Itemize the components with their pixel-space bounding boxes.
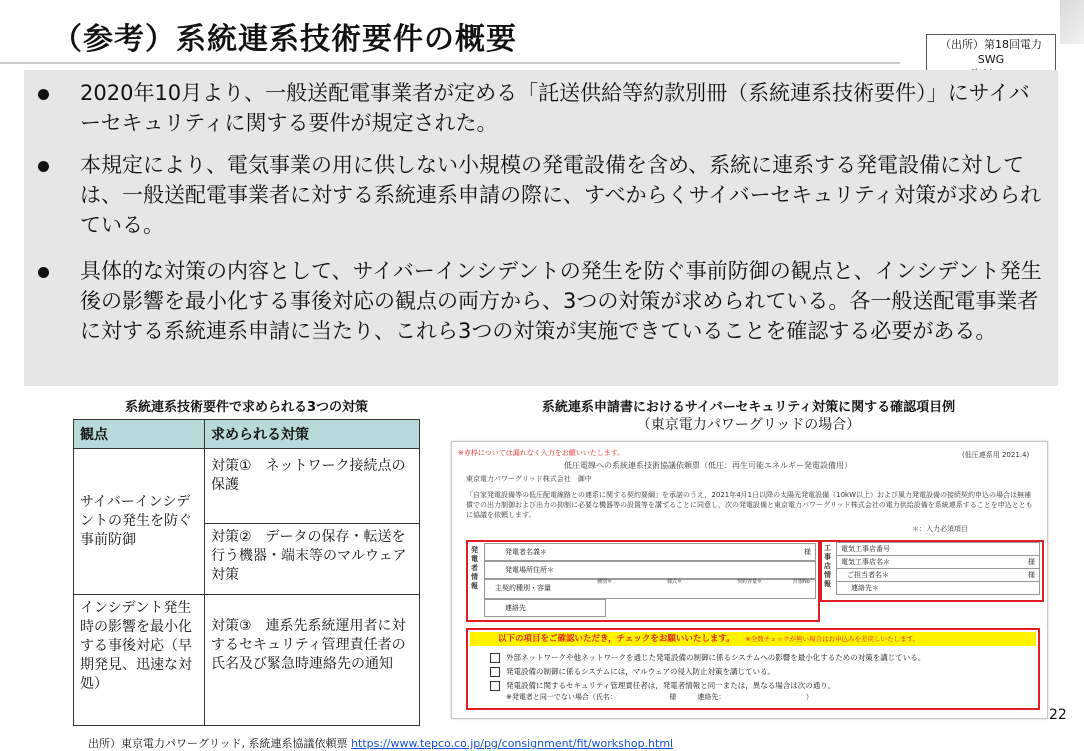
page-title: （参考）系統連系技術要件の概要 xyxy=(52,22,517,57)
form-row xyxy=(484,543,816,561)
checklist-subtext: ※発電者と同一でない場合（氏名： 様 連絡先： ） xyxy=(506,693,813,701)
form-note-top: ※赤枠については漏れなく入力をお願いいたします。 xyxy=(458,449,625,457)
sub-col-label: 様式＊ xyxy=(667,579,683,585)
bullet-item xyxy=(38,150,1048,240)
col-header-measures: 求められる対策 xyxy=(205,420,420,449)
sub-col-label: 種別＊ xyxy=(597,579,613,585)
bullet-text: 本規定により、電気事業の用に供しない小規模の発電設備を含め、系統に連系する発電設備に対しては、一般送配電事業者に対する系統連系申請の際に、すべからくサイバーセキュリティ対策が求められている。 xyxy=(80,153,1042,237)
table-row xyxy=(74,595,420,726)
confirm-heading-bar xyxy=(470,632,1036,646)
table-header-row xyxy=(74,420,420,449)
form-number: (低圧連系用 2021.4) xyxy=(962,451,1030,459)
right-panel-subcaption: （東京電力パワーグリッドの場合） xyxy=(636,417,861,433)
bullets-panel xyxy=(24,70,1058,386)
form-row xyxy=(836,542,1040,556)
table-row xyxy=(74,449,420,524)
sub-col-label: 契約容量＊ xyxy=(737,579,763,585)
checklist-item xyxy=(490,666,775,677)
field-label: 主契約種別・容量 xyxy=(495,584,551,592)
field-label: ご担当者名＊ xyxy=(847,571,889,579)
field-label: 電気工事店番号 xyxy=(841,545,890,553)
form-row xyxy=(484,599,606,617)
bullet-text: 具体的な対策の内容として、サイバーインシデントの発生を防ぐ事前防御の観点と、インシデント発生後の影響を最小化する事後対応の観点の両方から、3つの対策が求められている。各一般送配電事業者に対する系統連系申請に当たり、これら3つの対策が実施できていることを確認する必要がある。 xyxy=(80,259,1042,343)
form-row xyxy=(836,581,1040,595)
checkbox[interactable] xyxy=(490,681,500,691)
application-form-image xyxy=(451,441,1048,719)
form-row xyxy=(484,579,816,599)
viewpoint-cell: サイバーインシデントの発生を防ぐ事前防御 xyxy=(74,449,205,595)
contractor-side-label: 工事店情報 xyxy=(824,544,831,588)
footer-source xyxy=(88,735,673,751)
form-row xyxy=(836,568,1040,582)
measure-cell: 対策③ 連系先系統運用者に対するセキュリティ管理責任者の氏名及び緊急時連絡先の通知 xyxy=(205,595,420,726)
checklist-item xyxy=(490,652,925,663)
form-addressee: 東京電力パワーグリッド株式会社 御中 xyxy=(466,475,592,483)
checkbox[interactable] xyxy=(490,667,500,677)
bullet-dot-icon xyxy=(38,161,49,172)
bullet-dot-icon xyxy=(38,267,49,278)
footer-link[interactable]: https://www.tepco.co.jp/pg/consignment/fit/workshop.html xyxy=(351,737,674,750)
form-row xyxy=(484,561,816,579)
viewpoint-cell: インシデント発生時の影響を最小化する事後対応（早期発見、迅速な対処） xyxy=(74,595,205,726)
measure-cell: 対策① ネットワーク接続点の保護 xyxy=(205,449,420,524)
checkbox[interactable] xyxy=(490,653,500,663)
measures-table xyxy=(73,419,420,726)
form-title: 低圧電線への系統連系技術協議依頼票（低圧：再生可能エネルギー発電設備用） xyxy=(564,461,852,470)
sub-col-label: 計器No xyxy=(793,579,810,585)
page-number: 22 xyxy=(1049,707,1067,723)
bullet-dot-icon xyxy=(38,89,49,100)
checklist-text: 外部ネットワークや他ネットワークを通じた発電設備の制御に係るシステムへの影響を最小化するための対策を講じている。 xyxy=(506,653,926,662)
checklist-text: 発電設備に関するセキュリティ管理責任者は，発電者情報と同一または，異なる場合は次の通り。 xyxy=(506,681,836,690)
field-label: 連絡先 xyxy=(505,604,526,612)
col-header-viewpoint: 観点 xyxy=(74,420,205,449)
field-label: 発電場所住所＊ xyxy=(505,566,554,574)
field-suffix: 様 xyxy=(1028,558,1035,566)
confirm-heading: 以下の項目をご確認いただき，チェックをお願いいたします。 xyxy=(498,634,735,644)
form-row xyxy=(836,555,1040,569)
field-label: 連絡先＊ xyxy=(851,584,879,592)
applicant-side-label: 発電者情報 xyxy=(471,546,478,590)
title-underline xyxy=(0,62,900,64)
left-table-caption: 系統連系技術要件で求められる3つの対策 xyxy=(124,400,369,415)
field-label: 電気工事店名＊ xyxy=(841,558,890,566)
field-suffix: 様 xyxy=(1028,571,1035,579)
confirm-note: ※全数チェックが無い場合はお申込みを差戻しいたします。 xyxy=(745,635,920,643)
right-panel-caption: 系統連系申請書におけるサイバーセキュリティ対策に関する確認項目例 xyxy=(541,400,956,415)
bullet-item xyxy=(38,256,1048,346)
field-suffix: 様 xyxy=(804,548,811,556)
field-label: 発電者名義＊ xyxy=(505,548,547,556)
form-required-note: ＊：入力必須項目 xyxy=(912,525,968,533)
corner-decoration xyxy=(1060,0,1084,44)
measure-cell: 対策② データの保存・転送を行う機器・端末等のマルウェア対策 xyxy=(205,524,420,595)
checklist-text: 発電設備の制御に係るシステムには，マルウェアの侵入防止対策を講じている。 xyxy=(506,667,775,676)
bullet-text: 2020年10月より、一般送配電事業者が定める「託送供給等約款別冊（系統連系技術要件）」にサイバーセキュリティに関する要件が規定された。 xyxy=(80,81,1030,135)
footer-prefix: 出所）東京電力パワーグリッド, 系統連系協議依頼票 xyxy=(88,737,352,750)
source-line-1: （出所）第18回電力SWG xyxy=(940,38,1042,66)
checklist-item xyxy=(490,680,835,691)
form-body: 「自家発電設備等の低圧配電線路との連系に関する契約要綱」を承諾のうえ，2021年4月1日以降の太陽光発電設備（10kW以上）および風力発電設備の接続契約申込の場合は無補償での出力制御および出力の抑制に必要な機器等の設置等を講ずることに同意し，次の発電設備と東京電力パワーグリッド株式会社の電力供給設備を系統連系することを申込とともに協議を依頼します。 xyxy=(466,491,1033,519)
source-box xyxy=(926,34,1056,72)
bullet-item xyxy=(38,78,1048,138)
